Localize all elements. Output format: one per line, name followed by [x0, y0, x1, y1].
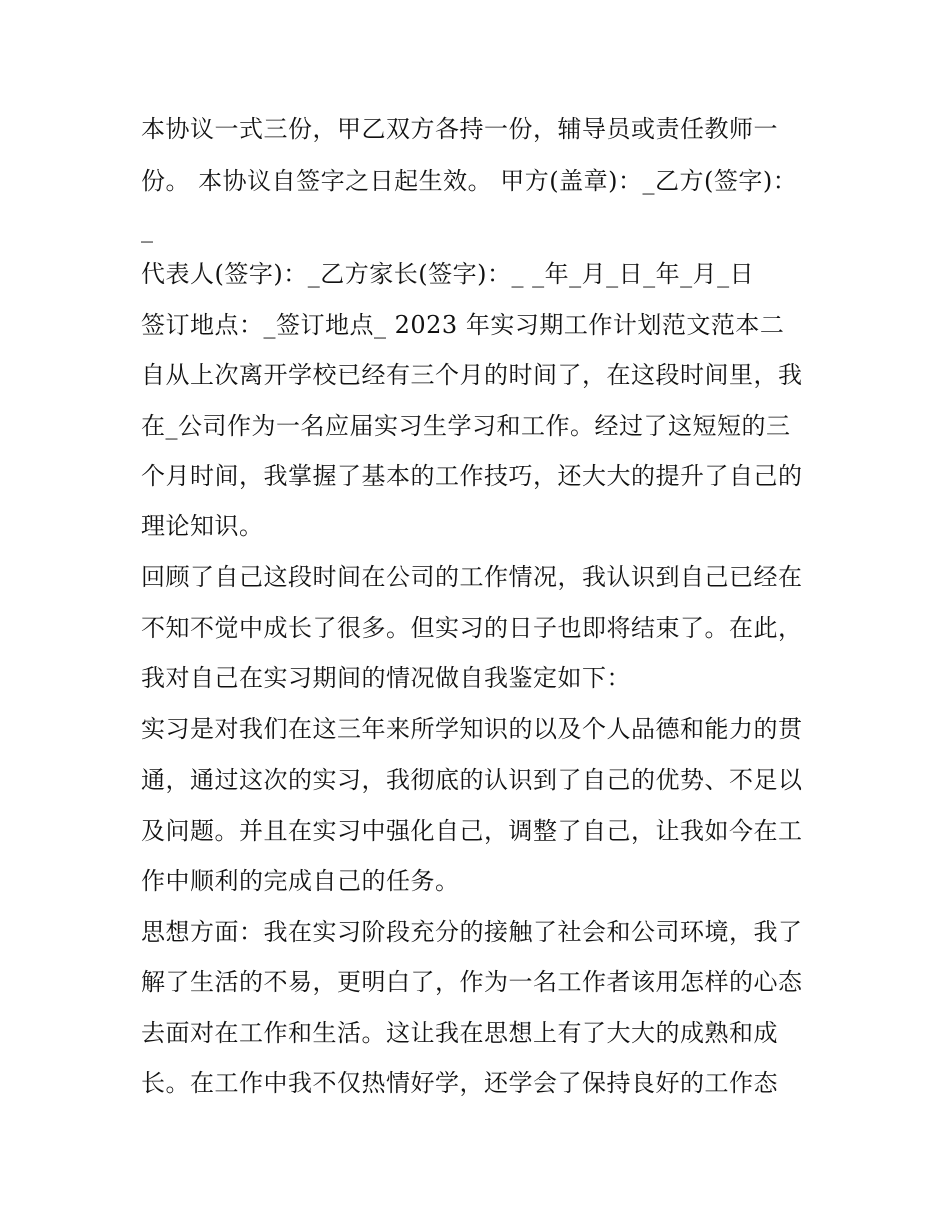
- text-line: 作中顺利的完成自己的任务。: [141, 867, 460, 895]
- text-line: 份。 本协议自签字之日起生效。 甲方(盖章)：_乙方(签字)：: [141, 167, 798, 195]
- text-line: 解了生活的不易，更明白了，作为一名工作者该用怎样的心态: [141, 968, 803, 996]
- text-line: 去面对在工作和生活。这让我在思想上有了大大的成熟和成: [141, 1019, 778, 1047]
- text-line: 我对自己在实习期间的情况做自我鉴定如下：: [141, 664, 631, 692]
- text-line: 本协议一式三份，甲乙双方各持一份，辅导员或责任教师一: [141, 115, 778, 143]
- text-line: 通，通过这次的实习，我彻底的认识到了自己的优势、不足以: [141, 766, 803, 794]
- text-line: 不知不觉中成长了很多。但实习的日子也即将结束了。在此，: [141, 614, 803, 642]
- text-line: 代表人(签字)：_乙方家长(签字)：_ _年_月_日_年_月_日: [141, 260, 755, 288]
- text-line: _: [141, 215, 154, 243]
- text-line: 自从上次离开学校已经有三个月的时间了，在这段时间里，我: [141, 361, 803, 389]
- text-line: 回顾了自己这段时间在公司的工作情况，我认识到自己已经在: [141, 563, 803, 591]
- text-line: 及问题。并且在实习中强化自己，调整了自己，让我如今在工: [141, 817, 803, 845]
- text-line: 签订地点：_签订地点_ 2023 年实习期工作计划范文范本二: [141, 311, 785, 339]
- text-line: 实习是对我们在这三年来所学知识的以及个人品德和能力的贯: [141, 715, 803, 743]
- text-line: 长。在工作中我不仅热情好学，还学会了保持良好的工作态: [141, 1069, 778, 1097]
- text-line: 思想方面：我在实习阶段充分的接触了社会和公司环境，我了: [141, 918, 803, 946]
- text-line: 在_公司作为一名应届实习生学习和工作。经过了这短短的三: [141, 412, 791, 440]
- text-line: 理论知识。: [141, 512, 264, 540]
- text-line: 个月时间，我掌握了基本的工作技巧，还大大的提升了自己的: [141, 462, 803, 490]
